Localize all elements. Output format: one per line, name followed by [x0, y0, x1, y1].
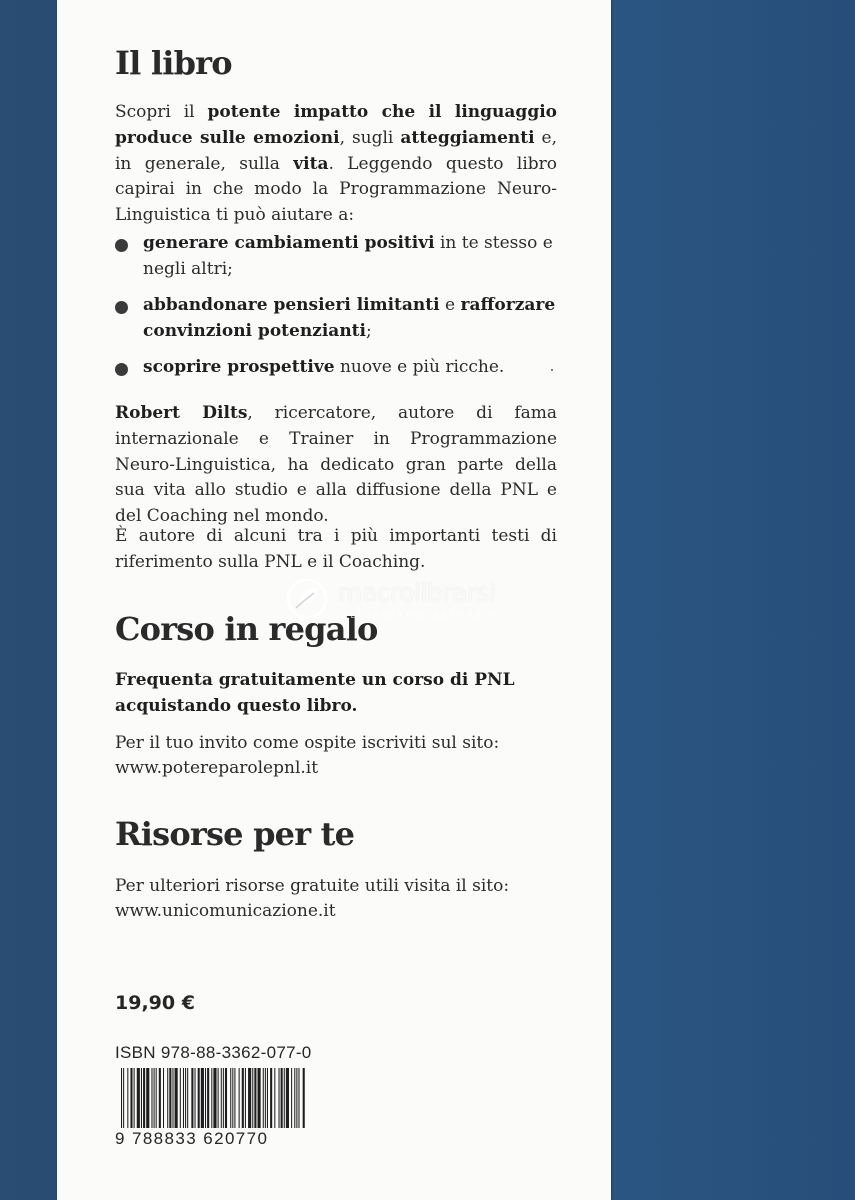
course-offer-text: Frequenta gratuitamente un corso di PNL acquistando questo libro. [115, 670, 515, 716]
barcode-bar [205, 1068, 206, 1128]
bullet-text [143, 231, 558, 283]
resources-text: Per ulteriori risorse gratuite utili visita il sito: [115, 876, 510, 896]
barcode-bar [207, 1068, 209, 1128]
bullet-dot-icon [115, 363, 128, 376]
barcode-bar [141, 1068, 142, 1128]
barcode-bar [258, 1068, 261, 1128]
barcode-bar [127, 1068, 128, 1128]
section-title-corso-in-regalo: Corso in regalo [115, 610, 378, 648]
course-invite-text: Per il tuo invito come ospite iscriviti sul sito: [115, 733, 500, 753]
barcode-bar [123, 1068, 124, 1128]
barcode-bar [167, 1068, 168, 1128]
barcode-bar [175, 1068, 178, 1128]
barcode-bar [225, 1068, 227, 1128]
barcode-bar [121, 1068, 122, 1128]
barcode-bar [218, 1068, 219, 1128]
barcode [115, 1068, 310, 1128]
text-run: . Leggendo questo libro capirai in che modo la Programmazione Neuro-Linguistica ti può aiutare a: [115, 153, 557, 226]
barcode-bar [163, 1068, 164, 1128]
barcode-bar [213, 1068, 216, 1128]
barcode-bar [291, 1068, 292, 1128]
barcode-digits: 9 788833 620770 [115, 1129, 269, 1148]
barcode-bar [143, 1068, 145, 1128]
barcode-bar [234, 1068, 235, 1128]
section-title-il-libro: Il libro [115, 44, 232, 82]
barcode-bar [146, 1068, 149, 1128]
isbn-label: ISBN 978-88-3362-077-0 [115, 1043, 312, 1062]
barcode-bar [221, 1068, 222, 1128]
price-label: 19,90 € [115, 992, 195, 1014]
barcode-bar [169, 1068, 171, 1128]
barcode-bar [187, 1068, 188, 1128]
barcode-bar [183, 1068, 184, 1128]
bold-text-run: potente impatto che il linguaggio produce sulle emozioni [115, 102, 558, 148]
bold-text-run: atteggiamenti [400, 127, 535, 148]
barcode-bar [151, 1068, 152, 1128]
bold-text-run: scoprire prospettive [143, 357, 335, 377]
bold-text-run: Robert Dilts [115, 403, 248, 423]
author-bio [115, 401, 557, 530]
text-run: , ricercatore, autore di fama internazionale e Trainer in Programmazione Neuro-Linguistica, ha dedicato gran parte della sua vita allo studio e alla diffusione della PNL e del Coaching nel mondo. [115, 403, 557, 527]
bold-text-run: vita [293, 153, 329, 174]
intro-paragraph [115, 100, 557, 229]
barcode-bar [201, 1068, 204, 1128]
section-title-risorse-per-te: Risorse per te [115, 815, 355, 853]
barcode-bar [267, 1068, 268, 1128]
watermark-brand: macrolibrarsi [338, 578, 496, 607]
barcode-bar [303, 1068, 305, 1128]
bullet-text [143, 355, 558, 381]
text-run: e, in generale, sulla [115, 127, 558, 174]
barcode-bar [198, 1068, 200, 1128]
course-url-link[interactable]: www.potereparolepnl.it [115, 758, 319, 778]
barcode-bar [286, 1068, 289, 1128]
bullet-dot-icon [115, 301, 128, 314]
barcode-bar [137, 1068, 140, 1128]
bold-text-run: generare cambiamenti positivi [143, 233, 435, 253]
barcode-bar [270, 1068, 272, 1128]
barcode-bar [172, 1068, 173, 1128]
text-run: ; [365, 320, 372, 341]
bullet-dot-icon [115, 239, 128, 252]
resources-url-link[interactable]: www.unicomunicazione.it [115, 901, 336, 921]
barcode-bar [211, 1068, 212, 1128]
barcode-bar [191, 1068, 193, 1128]
barcode-bar [294, 1068, 295, 1128]
text-run: Scopri il [115, 102, 208, 122]
barcode-bar [296, 1068, 297, 1128]
barcode-bar [263, 1068, 264, 1128]
barcode-bar [281, 1068, 283, 1128]
barcode-bar [185, 1068, 186, 1128]
barcode-bar [134, 1068, 135, 1128]
barcode-bar [130, 1068, 132, 1128]
text-run: , sugli [339, 127, 401, 148]
barcode-bar [230, 1068, 231, 1128]
barcode-bar [159, 1068, 161, 1128]
author-works: È autore di alcuni tra i più importanti testi di riferimento sulla PNL e il Coaching. [115, 526, 557, 572]
barcode-bar [242, 1068, 244, 1128]
barcode-bar [284, 1068, 285, 1128]
bold-text-run: rafforzare convinzioni potenzianti [143, 295, 556, 341]
text-run: in te stesso e negli altri; [143, 233, 553, 279]
barcode-bar [298, 1068, 299, 1128]
barcode-bar [223, 1068, 224, 1128]
barcode-bar [154, 1068, 155, 1128]
text-run: nuove e più ricche. [334, 357, 505, 377]
barcode-bar [274, 1068, 275, 1128]
barcode-bar [279, 1068, 280, 1128]
barcode-bar [195, 1068, 196, 1128]
barcode-bar [254, 1068, 256, 1128]
barcode-bar [156, 1068, 157, 1128]
barcode-bar [265, 1068, 266, 1128]
print-speck [551, 369, 553, 371]
text-run: e [439, 295, 461, 315]
watermark-tagline: ALTERNATIVA NATURALE [342, 611, 500, 620]
barcode-bars-icon [115, 1068, 310, 1128]
bold-text-run: abbandonare pensieri limitanti [143, 295, 440, 315]
barcode-bar [252, 1068, 253, 1128]
barcode-bar [239, 1068, 240, 1128]
barcode-bar [232, 1068, 233, 1128]
barcode-bar [180, 1068, 181, 1128]
bullet-text [143, 293, 558, 345]
barcode-bar [248, 1068, 251, 1128]
barcode-bar [245, 1068, 246, 1128]
